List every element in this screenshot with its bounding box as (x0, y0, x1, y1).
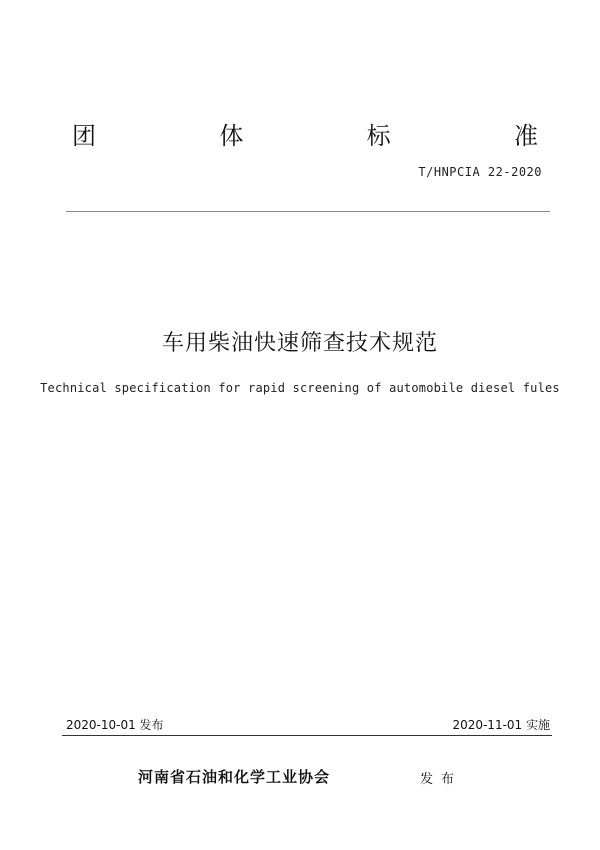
document-title-chinese: 车用柴油快速筛查技术规范 (161, 331, 438, 356)
standard-category-char-2: 体 (219, 121, 244, 150)
standard-category-char-4: 准 (513, 121, 538, 150)
publish-date: 2020-10-01 发布 (66, 718, 164, 732)
standard-category-heading (70, 115, 540, 151)
publish-label: 发布 (420, 772, 463, 787)
header-divider (66, 211, 550, 212)
implementation-date: 2020-11-01 实施 (452, 718, 550, 732)
standard-category-char-1: 团 (72, 121, 96, 150)
standard-number: T/HNPCIA 22-2020 (418, 165, 542, 179)
publisher-name: 河南省石油和化学工业协会 (138, 768, 331, 786)
document-title-english: Technical specification for rapid screening of automobile diesel fules (40, 381, 560, 395)
standard-category-char-3: 标 (366, 121, 391, 150)
footer-divider (62, 735, 552, 736)
